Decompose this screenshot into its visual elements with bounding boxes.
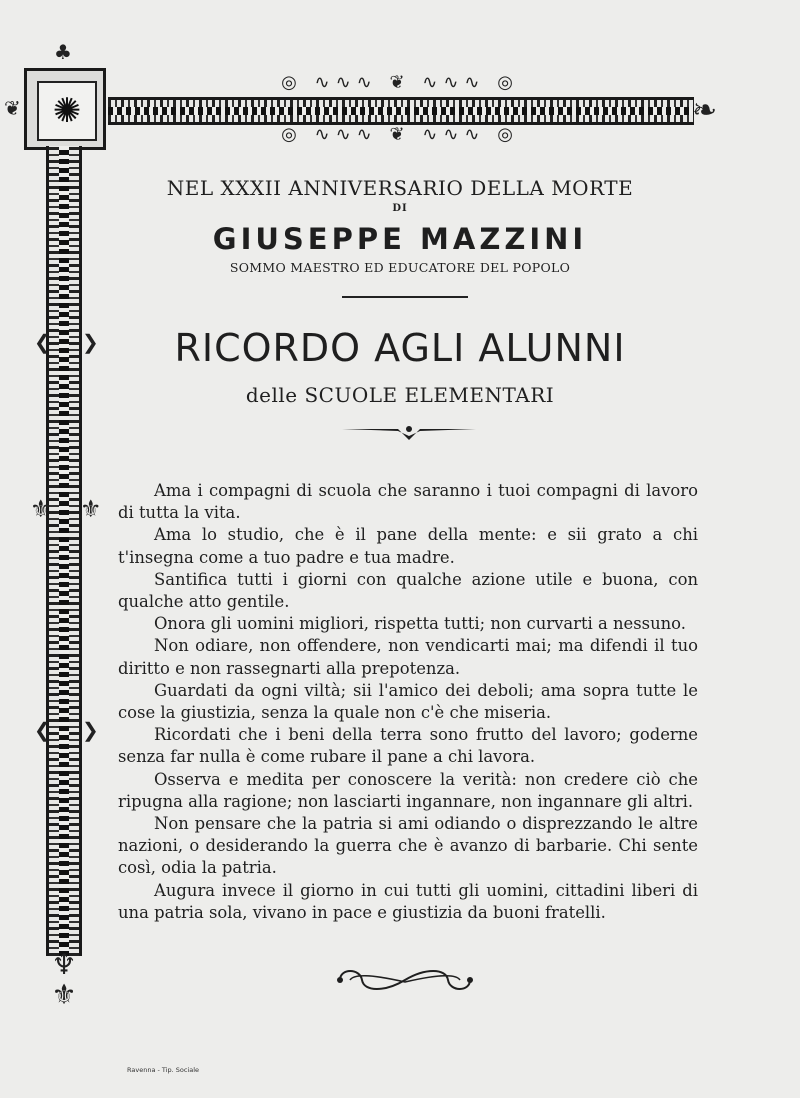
floral-medallion-icon: ✺ <box>37 81 97 141</box>
honoree-subtitle: SOMMO MAESTRO ED EDUCATORE DEL POPOLO <box>229 260 571 275</box>
header-divider <box>342 296 468 298</box>
corner-palmette-icon: ♣ <box>54 40 72 64</box>
precept-paragraph: Santifica tutti i giorni con qualche azione utile e buona, con qualche atto gentile. <box>118 569 698 612</box>
precept-paragraph: Osserva e medita per conoscere la verità: non credere ciò che ripugna alla ragione; non lasciarti ingannare, non ingannare gli altri. <box>118 769 698 811</box>
right-leaf-ornament-icon: ❯ <box>82 330 99 354</box>
corner-medallion <box>24 68 106 150</box>
precept-paragraph: Ama lo studio, che è il pane della mente: e sii grato a chi t'insegna come a tuo padre e tua madre. <box>118 525 698 567</box>
precept-paragraph: Ricordati che i beni della terra sono frutto del lavoro; goderne senza far nulla è come rubare il pane a chi lavora. <box>118 725 698 767</box>
precept-paragraph: Non odiare, non offendere, non vendicarti mai; ma difendi il tuo diritto e non rassegnarti alla prepotenza. <box>118 636 698 678</box>
printer-imprint: Ravenna - Tip. Sociale <box>127 1066 200 1074</box>
precept-paragraph: Ama i compagni di scuola che saranno i tuoi compagni di lavoro di tutta la vita. <box>118 481 698 523</box>
left-leaf-ornament-icon: ❮ <box>34 330 51 354</box>
left-small-leaf-icon: ❮ <box>34 718 51 742</box>
lower-scroll-ornament-icon: ◎ ∿∿∿ ❦ ∿∿∿ ◎ <box>281 124 519 145</box>
pillar-base-ornament-icon: ♆ ⚜ <box>51 948 77 1011</box>
page-subtitle: delle SCUOLE ELEMENTARI <box>245 383 555 407</box>
top-scroll-ornament-icon: ◎ ∿∿∿ ❦ ∿∿∿ ◎ <box>281 72 519 93</box>
top-ornamental-border <box>108 97 694 125</box>
left-candelabra-icon: ⚜ <box>30 495 52 523</box>
precept-paragraph: Non pensare che la patria si ami odiando o disprezzando le altre nazioni, o desiderando la guerra che è avanzo di barbarie. Chi sente così, odia la patria. <box>118 814 698 878</box>
scroll-tailpiece-icon <box>330 960 480 1000</box>
fleuron-icon <box>342 424 476 442</box>
right-candelabra-icon: ⚜ <box>80 495 102 523</box>
left-ornamental-border <box>46 146 82 956</box>
corner-side-flourish-icon: ❦ <box>4 96 21 120</box>
di-label: DI <box>392 203 408 214</box>
right-small-leaf-icon: ❯ <box>82 718 99 742</box>
page-title: RICORDO AGLI ALUNNI <box>174 326 626 370</box>
precept-paragraph: Augura invece il giorno in cui tutti gli uomini, cittadini liberi di una patria sola, vivano in pace e giustizia da buoni fratelli. <box>118 880 698 922</box>
honoree-name: GIUSEPPE MAZZINI <box>212 222 588 256</box>
precept-paragraph: Guardati da ogni viltà; sii l'amico dei deboli; ama sopra tutte le cose la giustizia, senza la quale non c'è che miseria. <box>118 680 698 723</box>
border-finial-icon: ❧ <box>692 93 718 128</box>
precepts-body <box>118 480 698 924</box>
precept-paragraph: Onora gli uomini migliori, rispetta tutti; non curvarti a nessuno. <box>154 614 686 634</box>
anniversary-line: NEL XXXII ANNIVERSARIO DELLA MORTE <box>166 176 634 200</box>
